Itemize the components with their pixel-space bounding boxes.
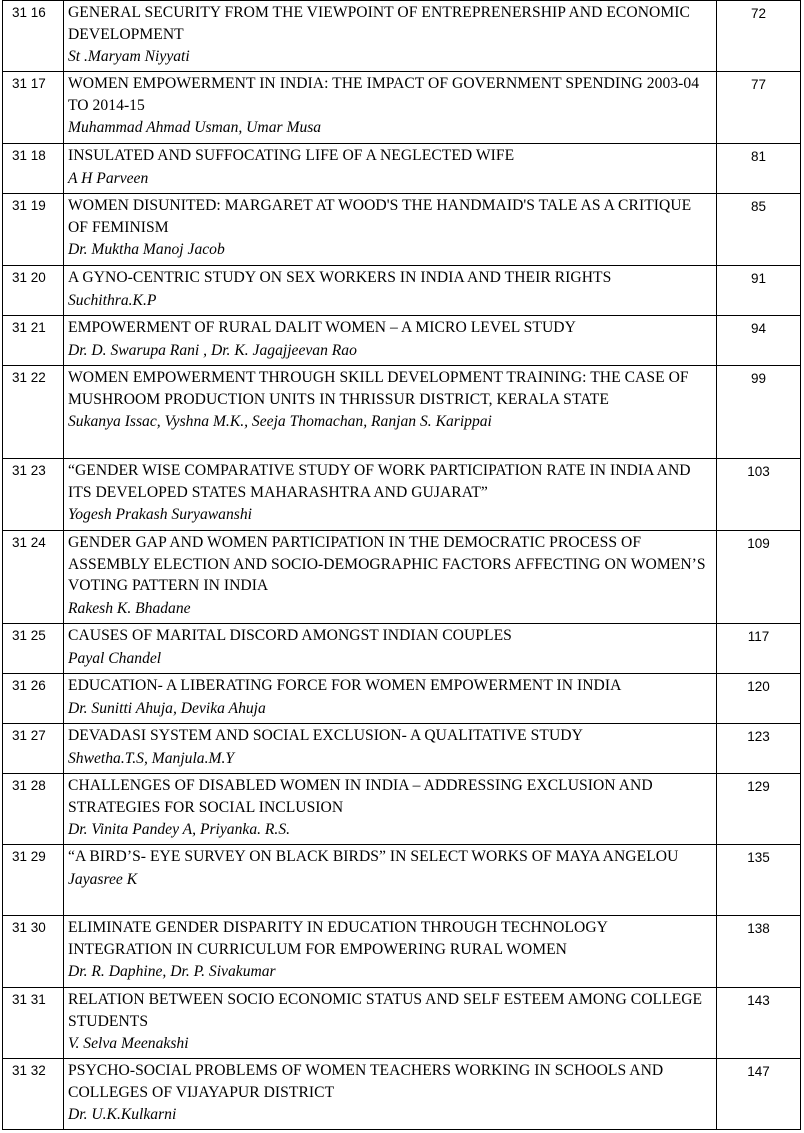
entry-page-number: 99 [717, 366, 801, 459]
entry-title: ELIMINATE GENDER DISPARITY IN EDUCATION THROUGH TECHNOLOGY INTEGRATION IN CURRICULUM FOR EMPOWERING RURAL WOMEN [68, 919, 608, 958]
entry-page-number: 72 [717, 1, 801, 72]
toc-row [3, 988, 801, 1059]
entry-title: GENDER GAP AND WOMEN PARTICIPATION IN THE DEMOCRATIC PROCESS OF ASSEMBLY ELECTION AND SOCIO-DEMOGRAPHIC FACTORS AFFECTING ON WOMEN’S VOTING PATTERN IN INDIA [68, 534, 706, 594]
entry-page-number: 109 [717, 531, 801, 624]
toc-row [3, 774, 801, 845]
entry-title: A GYNO-CENTRIC STUDY ON SEX WORKERS IN INDIA AND THEIR RIGHTS [68, 269, 612, 286]
entry-content [64, 845, 717, 916]
entry-number: 31 26 [3, 674, 64, 724]
entry-content [64, 266, 717, 316]
entry-page-number: 135 [717, 845, 801, 916]
entry-content [64, 724, 717, 774]
entry-authors: Rakesh K. Bhadane [68, 599, 191, 617]
toc-row [3, 144, 801, 194]
toc-row [3, 316, 801, 366]
entry-content [64, 1059, 717, 1130]
entry-page-number: 117 [717, 624, 801, 674]
entry-authors: Sukanya Issac, Vyshna M.K., Seeja Thomachan, Ranjan S. Karippai [68, 413, 492, 430]
entry-number: 31 18 [3, 144, 64, 194]
entry-page-number: 81 [717, 144, 801, 194]
entry-content [64, 531, 717, 624]
entry-title: “A BIRD’S- EYE SURVEY ON BLACK BIRDS” IN SELECT WORKS OF MAYA ANGELOU [68, 848, 679, 865]
entry-content [64, 674, 717, 724]
entry-number: 31 31 [3, 988, 64, 1059]
entry-authors: Shwetha.T.S, Manjula.M.Y [68, 749, 235, 767]
toc-row [3, 624, 801, 674]
entry-title: GENERAL SECURITY FROM THE VIEWPOINT OF ENTREPRENERSHIP AND ECONOMIC DEVELOPMENT [68, 4, 690, 43]
entry-content [64, 624, 717, 674]
entry-page-number: 143 [717, 988, 801, 1059]
entry-authors: Dr. Muktha Manoj Jacob [68, 241, 225, 258]
entry-title: EDUCATION- A LIBERATING FORCE FOR WOMEN EMPOWERMENT IN INDIA [68, 677, 622, 694]
entry-content [64, 459, 717, 531]
entry-number: 31 23 [3, 459, 64, 531]
entry-authors: A H Parveen [68, 169, 149, 187]
entry-content [64, 194, 717, 266]
entry-content [64, 988, 717, 1059]
entry-title: WOMEN EMPOWERMENT IN INDIA: THE IMPACT OF GOVERNMENT SPENDING 2003-04 TO 2014-15 [68, 75, 700, 114]
entry-content [64, 72, 717, 144]
toc-row [3, 266, 801, 316]
entry-number: 31 32 [3, 1059, 64, 1130]
entry-authors: Payal Chandel [68, 649, 162, 667]
entry-page-number: 94 [717, 316, 801, 366]
entry-authors: Dr. Sunitti Ahuja, Devika Ahuja [68, 699, 266, 717]
entry-title: EMPOWERMENT OF RURAL DALIT WOMEN – A MICRO LEVEL STUDY [68, 319, 576, 336]
entry-page-number: 91 [717, 266, 801, 316]
entry-authors: V. Selva Meenakshi [68, 1035, 189, 1052]
entry-page-number: 120 [717, 674, 801, 724]
toc-body [3, 1, 801, 1130]
entry-authors: Dr. U.K.Kulkarni [68, 1106, 177, 1123]
toc-row [3, 194, 801, 266]
entry-page-number: 103 [717, 459, 801, 531]
entry-title: INSULATED AND SUFFOCATING LIFE OF A NEGLECTED WIFE [68, 147, 515, 164]
toc-row [3, 366, 801, 459]
entry-number: 31 28 [3, 774, 64, 845]
entry-number: 31 21 [3, 316, 64, 366]
entry-number: 31 19 [3, 194, 64, 266]
entry-title: PSYCHO-SOCIAL PROBLEMS OF WOMEN TEACHERS WORKING IN SCHOOLS AND COLLEGES OF VIJAYAPUR DISTRICT [68, 1062, 664, 1101]
entry-number: 31 29 [3, 845, 64, 916]
toc-row [3, 1059, 801, 1130]
entry-authors: Suchithra.K.P [68, 291, 157, 309]
toc-row [3, 531, 801, 624]
entry-content [64, 316, 717, 366]
entry-number: 31 22 [3, 366, 64, 459]
entry-content [64, 366, 717, 459]
entry-authors: St .Maryam Niyyati [68, 48, 190, 65]
entry-title: DEVADASI SYSTEM AND SOCIAL EXCLUSION- A QUALITATIVE STUDY [68, 727, 583, 744]
table-of-contents [2, 0, 801, 1130]
entry-number: 31 30 [3, 916, 64, 988]
entry-page-number: 129 [717, 774, 801, 845]
toc-row [3, 72, 801, 144]
entry-authors: Dr. R. Daphine, Dr. P. Sivakumar [68, 963, 276, 980]
entry-authors: Jayasree K [68, 870, 138, 888]
entry-number: 31 17 [3, 72, 64, 144]
entry-title: WOMEN EMPOWERMENT THROUGH SKILL DEVELOPMENT TRAINING: THE CASE OF MUSHROOM PRODUCTION UNITS IN THRISSUR DISTRICT, KERALA STATE [68, 369, 689, 408]
entry-page-number: 147 [717, 1059, 801, 1130]
entry-page-number: 123 [717, 724, 801, 774]
toc-row [3, 724, 801, 774]
entry-title: WOMEN DISUNITED: MARGARET AT WOOD'S THE HANDMAID'S TALE AS A CRITIQUE OF FEMINISM [68, 197, 692, 236]
entry-title: RELATION BETWEEN SOCIO ECONOMIC STATUS AND SELF ESTEEM AMONG COLLEGE STUDENTS [68, 991, 703, 1030]
entry-page-number: 77 [717, 72, 801, 144]
entry-title: CAUSES OF MARITAL DISCORD AMONGST INDIAN COUPLES [68, 627, 512, 644]
entry-title: CHALLENGES OF DISABLED WOMEN IN INDIA – ADDRESSING EXCLUSION AND STRATEGIES FOR SOCIAL INCLUSION [68, 777, 653, 816]
entry-content [64, 774, 717, 845]
toc-row [3, 916, 801, 988]
entry-number: 31 27 [3, 724, 64, 774]
toc-row [3, 459, 801, 531]
entry-number: 31 25 [3, 624, 64, 674]
entry-number: 31 20 [3, 266, 64, 316]
entry-content [64, 916, 717, 988]
toc-row [3, 674, 801, 724]
entry-number: 31 16 [3, 1, 64, 72]
entry-authors: Muhammad Ahmad Usman, Umar Musa [68, 119, 322, 136]
toc-row [3, 1, 801, 72]
entry-authors: Dr. Vinita Pandey A, Priyanka. R.S. [68, 821, 291, 838]
entry-title: “GENDER WISE COMPARATIVE STUDY OF WORK PARTICIPATION RATE IN INDIA AND ITS DEVELOPED STATES MAHARASHTRA AND GUJARAT” [68, 462, 691, 501]
entry-content [64, 144, 717, 194]
entry-number: 31 24 [3, 531, 64, 624]
toc-row [3, 845, 801, 916]
entry-authors: Dr. D. Swarupa Rani , Dr. K. Jagajjeevan Rao [68, 341, 357, 359]
entry-page-number: 85 [717, 194, 801, 266]
entry-content [64, 1, 717, 72]
entry-authors: Yogesh Prakash Suryawanshi [68, 506, 252, 523]
entry-page-number: 138 [717, 916, 801, 988]
